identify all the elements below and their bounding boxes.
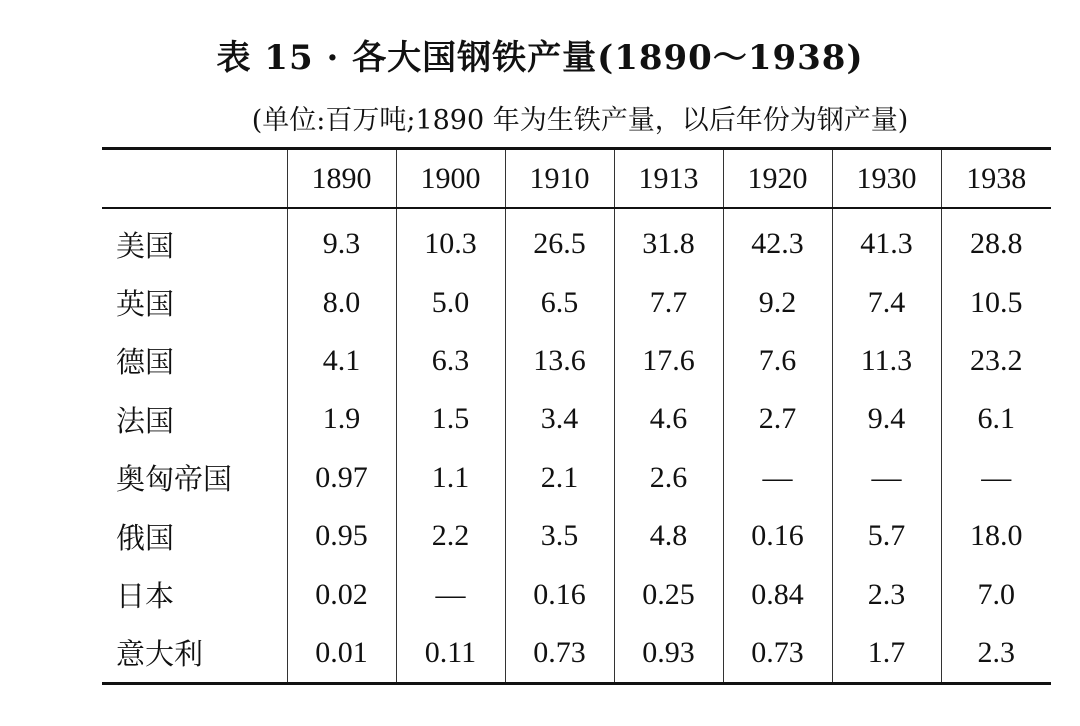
table-row (102, 449, 1051, 507)
value-cell: 6.1 (941, 390, 1051, 448)
value-cell: 2.6 (614, 449, 723, 507)
value-cell: 10.5 (941, 273, 1051, 331)
value-cell: — (723, 449, 832, 507)
value-cell: — (396, 565, 505, 623)
country-name-cell: 德国 (116, 345, 175, 380)
value-cell: 26.5 (505, 208, 614, 273)
value-cell: 7.0 (941, 565, 1051, 623)
value-cell: 0.11 (396, 624, 505, 684)
value-cell: 3.4 (505, 390, 614, 448)
table-row (102, 565, 1051, 623)
table-row (102, 273, 1051, 331)
steel-production-table-container (102, 147, 1051, 685)
value-cell: 7.4 (832, 273, 941, 331)
value-cell: 9.3 (287, 208, 396, 273)
header-cell-year: 1938 (941, 149, 1051, 209)
table-row (102, 332, 1051, 390)
value-cell: 8.0 (287, 273, 396, 331)
header-cell-year: 1910 (505, 149, 614, 209)
country-name-cell: 奥匈帝国 (116, 462, 233, 497)
value-cell: 0.02 (287, 565, 396, 623)
value-cell: 0.93 (614, 624, 723, 684)
value-cell: 28.8 (941, 208, 1051, 273)
value-cell: 42.3 (723, 208, 832, 273)
header-cell-year: 1913 (614, 149, 723, 209)
value-cell: 3.5 (505, 507, 614, 565)
value-cell: 6.5 (505, 273, 614, 331)
country-name-cell: 法国 (116, 403, 175, 438)
value-cell: 2.2 (396, 507, 505, 565)
country-name-cell: 英国 (116, 287, 175, 322)
value-cell: 9.4 (832, 390, 941, 448)
value-cell: 13.6 (505, 332, 614, 390)
value-cell: 4.6 (614, 390, 723, 448)
value-cell: 1.1 (396, 449, 505, 507)
value-cell: 1.7 (832, 624, 941, 684)
value-cell: 0.01 (287, 624, 396, 684)
country-name-cell: 日本 (116, 579, 175, 614)
table-subtitle: (单位:百万吨;1890 年为生铁产量，以后年份为钢产量) (251, 105, 909, 136)
value-cell: 2.1 (505, 449, 614, 507)
value-cell: 7.7 (614, 273, 723, 331)
table-row (102, 624, 1051, 684)
value-cell: 0.73 (723, 624, 832, 684)
value-cell: 18.0 (941, 507, 1051, 565)
value-cell: 1.5 (396, 390, 505, 448)
country-name-cell: 俄国 (116, 520, 175, 555)
table-header (102, 149, 1051, 209)
table-title: 表 15 · 各大国钢铁产量(1890～1938) (216, 38, 864, 78)
table-row (102, 390, 1051, 448)
header-row (102, 149, 1051, 209)
header-cell-year: 1890 (287, 149, 396, 209)
value-cell: 2.3 (832, 565, 941, 623)
table-body (102, 208, 1051, 684)
value-cell: 11.3 (832, 332, 941, 390)
value-cell: — (832, 449, 941, 507)
value-cell: 0.16 (723, 507, 832, 565)
value-cell: 0.16 (505, 565, 614, 623)
value-cell: 4.1 (287, 332, 396, 390)
value-cell: 0.84 (723, 565, 832, 623)
value-cell: 10.3 (396, 208, 505, 273)
value-cell: 31.8 (614, 208, 723, 273)
value-cell: 4.8 (614, 507, 723, 565)
value-cell: 2.3 (941, 624, 1051, 684)
header-cell-year: 1920 (723, 149, 832, 209)
value-cell: — (941, 449, 1051, 507)
value-cell: 41.3 (832, 208, 941, 273)
table-row (102, 208, 1051, 273)
value-cell: 0.95 (287, 507, 396, 565)
value-cell: 0.25 (614, 565, 723, 623)
value-cell: 0.73 (505, 624, 614, 684)
value-cell: 1.9 (287, 390, 396, 448)
header-cell-year: 1930 (832, 149, 941, 209)
value-cell: 2.7 (723, 390, 832, 448)
value-cell: 23.2 (941, 332, 1051, 390)
steel-production-table (102, 147, 1051, 685)
table-row (102, 507, 1051, 565)
header-cell-year: 1900 (396, 149, 505, 209)
value-cell: 6.3 (396, 332, 505, 390)
country-name-cell: 美国 (116, 228, 175, 263)
value-cell: 5.0 (396, 273, 505, 331)
header-cell-country (102, 149, 287, 209)
value-cell: 7.6 (723, 332, 832, 390)
value-cell: 17.6 (614, 332, 723, 390)
value-cell: 5.7 (832, 507, 941, 565)
value-cell: 0.97 (287, 449, 396, 507)
country-name-cell: 意大利 (116, 637, 204, 672)
value-cell: 9.2 (723, 273, 832, 331)
